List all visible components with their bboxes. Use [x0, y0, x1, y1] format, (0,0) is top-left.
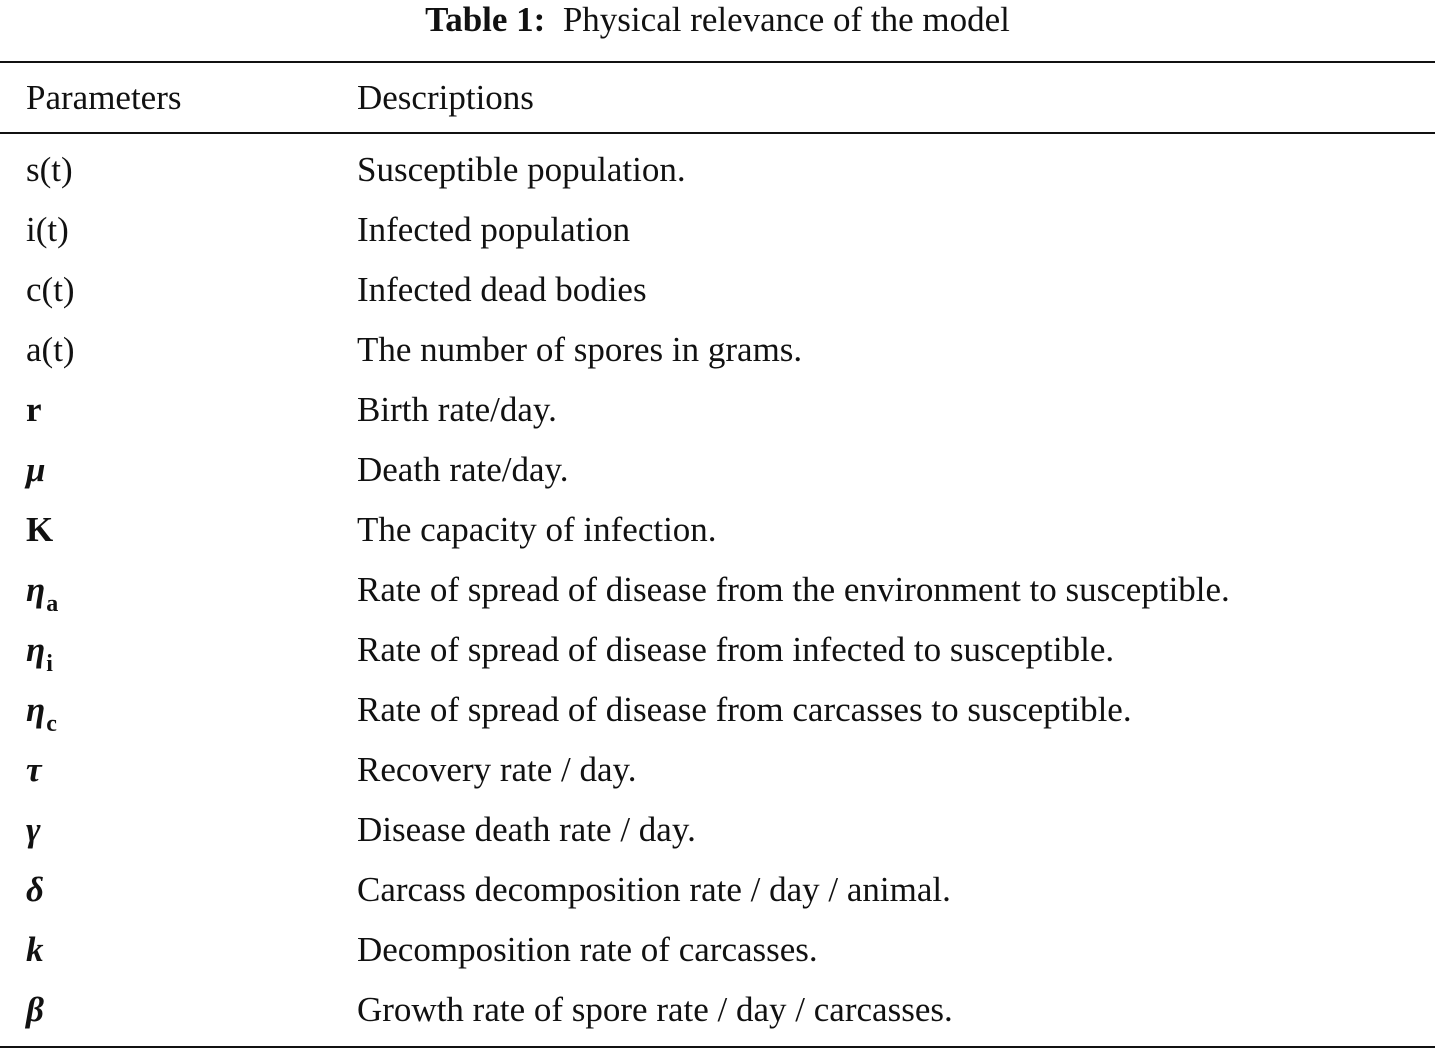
table-top-rule	[0, 61, 1435, 63]
param-c: c(t)	[26, 270, 75, 309]
desc-K: The capacity of infection.	[357, 510, 717, 549]
table-header-rule	[0, 132, 1435, 134]
table-row	[0, 200, 1435, 260]
table-row	[0, 860, 1435, 920]
param-eta-a-subscript: a	[46, 591, 59, 617]
param-a: a(t)	[26, 330, 75, 369]
table-row	[0, 740, 1435, 800]
table-row	[0, 140, 1435, 200]
table-row	[0, 620, 1435, 680]
table-header-row	[0, 68, 1435, 128]
header-parameters: Parameters	[26, 78, 182, 117]
table-caption-text: Physical relevance of the model	[562, 0, 1010, 39]
table-row	[0, 800, 1435, 860]
param-k: k	[26, 930, 44, 969]
param-gamma: γ	[26, 810, 41, 849]
param-eta-a-symbol: η	[26, 570, 46, 609]
desc-c: Infected dead bodies	[357, 270, 647, 309]
param-eta-i-subscript: i	[46, 651, 53, 677]
desc-s: Susceptible population.	[357, 150, 686, 189]
desc-beta: Growth rate of spore rate / day / carcasses.	[357, 990, 953, 1029]
desc-mu: Death rate/day.	[357, 450, 569, 489]
table-row	[0, 500, 1435, 560]
desc-gamma: Disease death rate / day.	[357, 810, 696, 849]
desc-eta-i: Rate of spread of disease from infected to susceptible.	[357, 630, 1115, 669]
table-row	[0, 560, 1435, 620]
desc-r: Birth rate/day.	[357, 390, 557, 429]
table-row	[0, 980, 1435, 1040]
desc-a: The number of spores in grams.	[357, 330, 803, 369]
param-eta-a	[26, 560, 58, 624]
table-bottom-rule	[0, 1046, 1435, 1048]
desc-eta-c: Rate of spread of disease from carcasses to susceptible.	[357, 690, 1132, 729]
param-mu: μ	[26, 450, 46, 489]
desc-delta: Carcass decomposition rate / day / animal.	[357, 870, 951, 909]
table-row	[0, 440, 1435, 500]
param-s: s(t)	[26, 150, 73, 189]
desc-tau: Recovery rate / day.	[357, 750, 637, 789]
table-row	[0, 920, 1435, 980]
table-caption-label: Table 1:	[425, 0, 546, 39]
param-delta: δ	[26, 870, 44, 909]
desc-eta-a: Rate of spread of disease from the environment to susceptible.	[357, 570, 1230, 609]
param-r: r	[26, 390, 42, 429]
param-tau: τ	[26, 750, 42, 789]
param-eta-c-subscript: c	[46, 711, 57, 737]
table-row	[0, 680, 1435, 740]
param-beta: β	[26, 990, 44, 1029]
param-i: i(t)	[26, 210, 69, 249]
param-K: K	[26, 510, 54, 549]
table-row	[0, 260, 1435, 320]
table-row	[0, 320, 1435, 380]
param-eta-c-symbol: η	[26, 690, 46, 729]
desc-i: Infected population	[357, 210, 631, 249]
table-caption	[0, 0, 1435, 40]
param-eta-i	[26, 620, 53, 684]
header-descriptions: Descriptions	[357, 78, 534, 117]
desc-k: Decomposition rate of carcasses.	[357, 930, 818, 969]
param-eta-i-symbol: η	[26, 630, 46, 669]
param-eta-c	[26, 680, 57, 744]
table-row	[0, 380, 1435, 440]
